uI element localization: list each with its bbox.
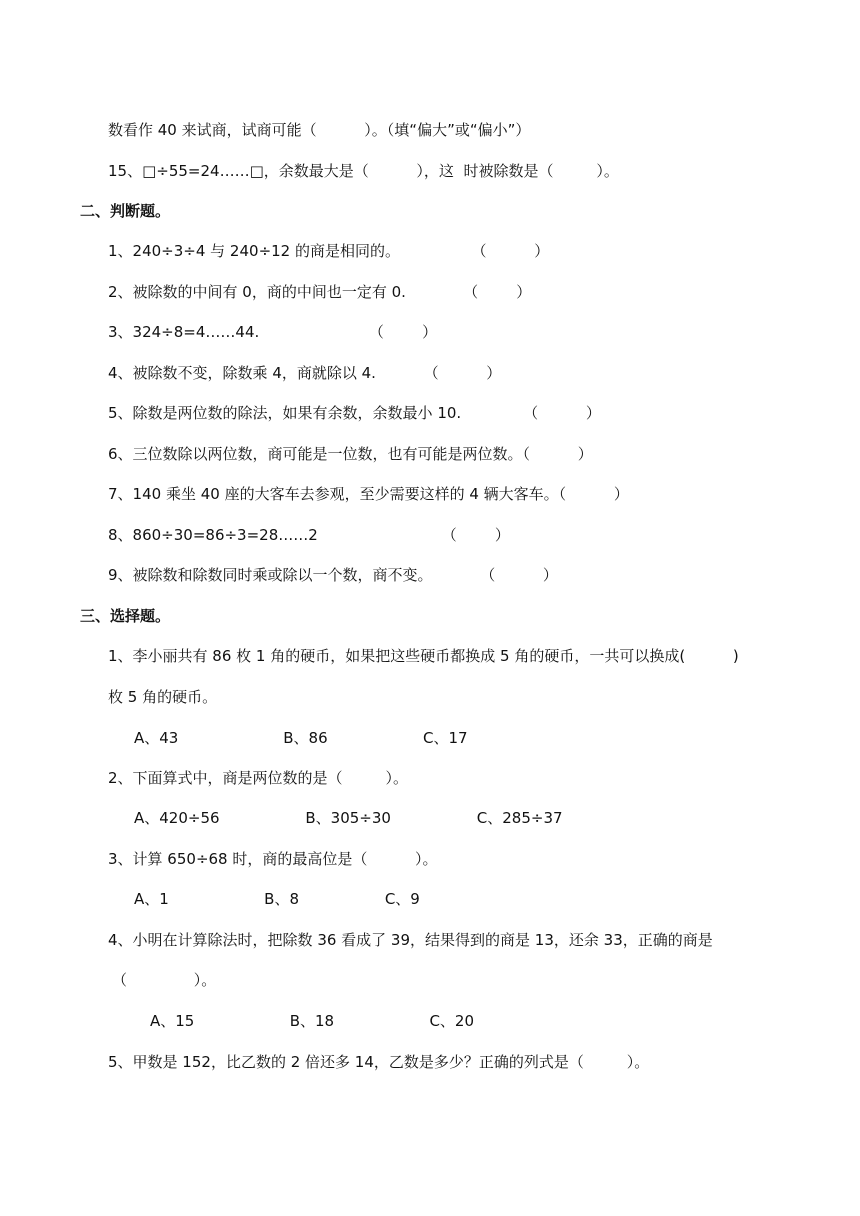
choice-options-3: A、1 B、8 C、9 [134, 890, 420, 908]
judgment-item-4: 4、被除数不变，除数乘 4，商就除以 4. （ ） [108, 364, 502, 382]
judgment-item-6: 6、三位数除以两位数，商可能是一位数，也有可能是两位数。（ ） [108, 445, 593, 463]
question-14-continuation: 数看作 40 来试商，试商可能（ ）。（填“偏大”或“偏小”） [108, 121, 531, 139]
judgment-item-9: 9、被除数和除数同时乘或除以一个数，商不变。 （ ） [108, 566, 558, 584]
choice-options-1: A、43 B、86 C、17 [134, 729, 468, 747]
choice-question-4-continuation: （ ）。 [112, 971, 217, 989]
judgment-item-2: 2、被除数的中间有 0，商的中间也一定有 0. （ ） [108, 283, 532, 301]
choice-question-1: 1、李小丽共有 86 枚 1 角的硬币，如果把这些硬币都换成 5 角的硬币，一共可以换成( ) [108, 647, 739, 665]
choice-question-2: 2、下面算式中，商是两位数的是（ ）。 [108, 769, 408, 787]
judgment-item-7: 7、140 乘坐 40 座的大客车去参观，至少需要这样的 4 辆大客车。（ ） [108, 485, 629, 503]
choice-options-4: A、15 B、18 C、20 [150, 1012, 475, 1030]
choice-options-2: A、420÷56 B、305÷30 C、285÷37 [134, 809, 563, 827]
judgment-item-3: 3、324÷8=4……44. （ ） [108, 323, 438, 341]
judgment-item-1: 1、240÷3÷4 与 240÷12 的商是相同的。 （ ） [108, 242, 550, 260]
choice-question-3: 3、计算 650÷68 时，商的最高位是（ ）。 [108, 850, 438, 868]
section-heading-choice: 三、选择题。 [80, 607, 171, 625]
judgment-item-8: 8、860÷30=86÷3=28……2 （ ） [108, 526, 510, 544]
choice-question-1-continuation: 枚 5 角的硬币。 [108, 688, 218, 706]
section-heading-judgment: 二、判断题。 [80, 202, 171, 220]
judgment-item-5: 5、除数是两位数的除法，如果有余数，余数最小 10. （ ） [108, 404, 601, 422]
choice-question-4: 4、小明在计算除法时，把除数 36 看成了 39，结果得到的商是 13，还余 33，正确的商是 [108, 931, 713, 949]
choice-question-5: 5、甲数是 152，比乙数的 2 倍还多 14，乙数是多少？正确的列式是（ ）。 [108, 1053, 650, 1071]
question-15: 15、□÷55=24……□，余数最大是（ ），这 时被除数是（ ）。 [108, 162, 619, 180]
